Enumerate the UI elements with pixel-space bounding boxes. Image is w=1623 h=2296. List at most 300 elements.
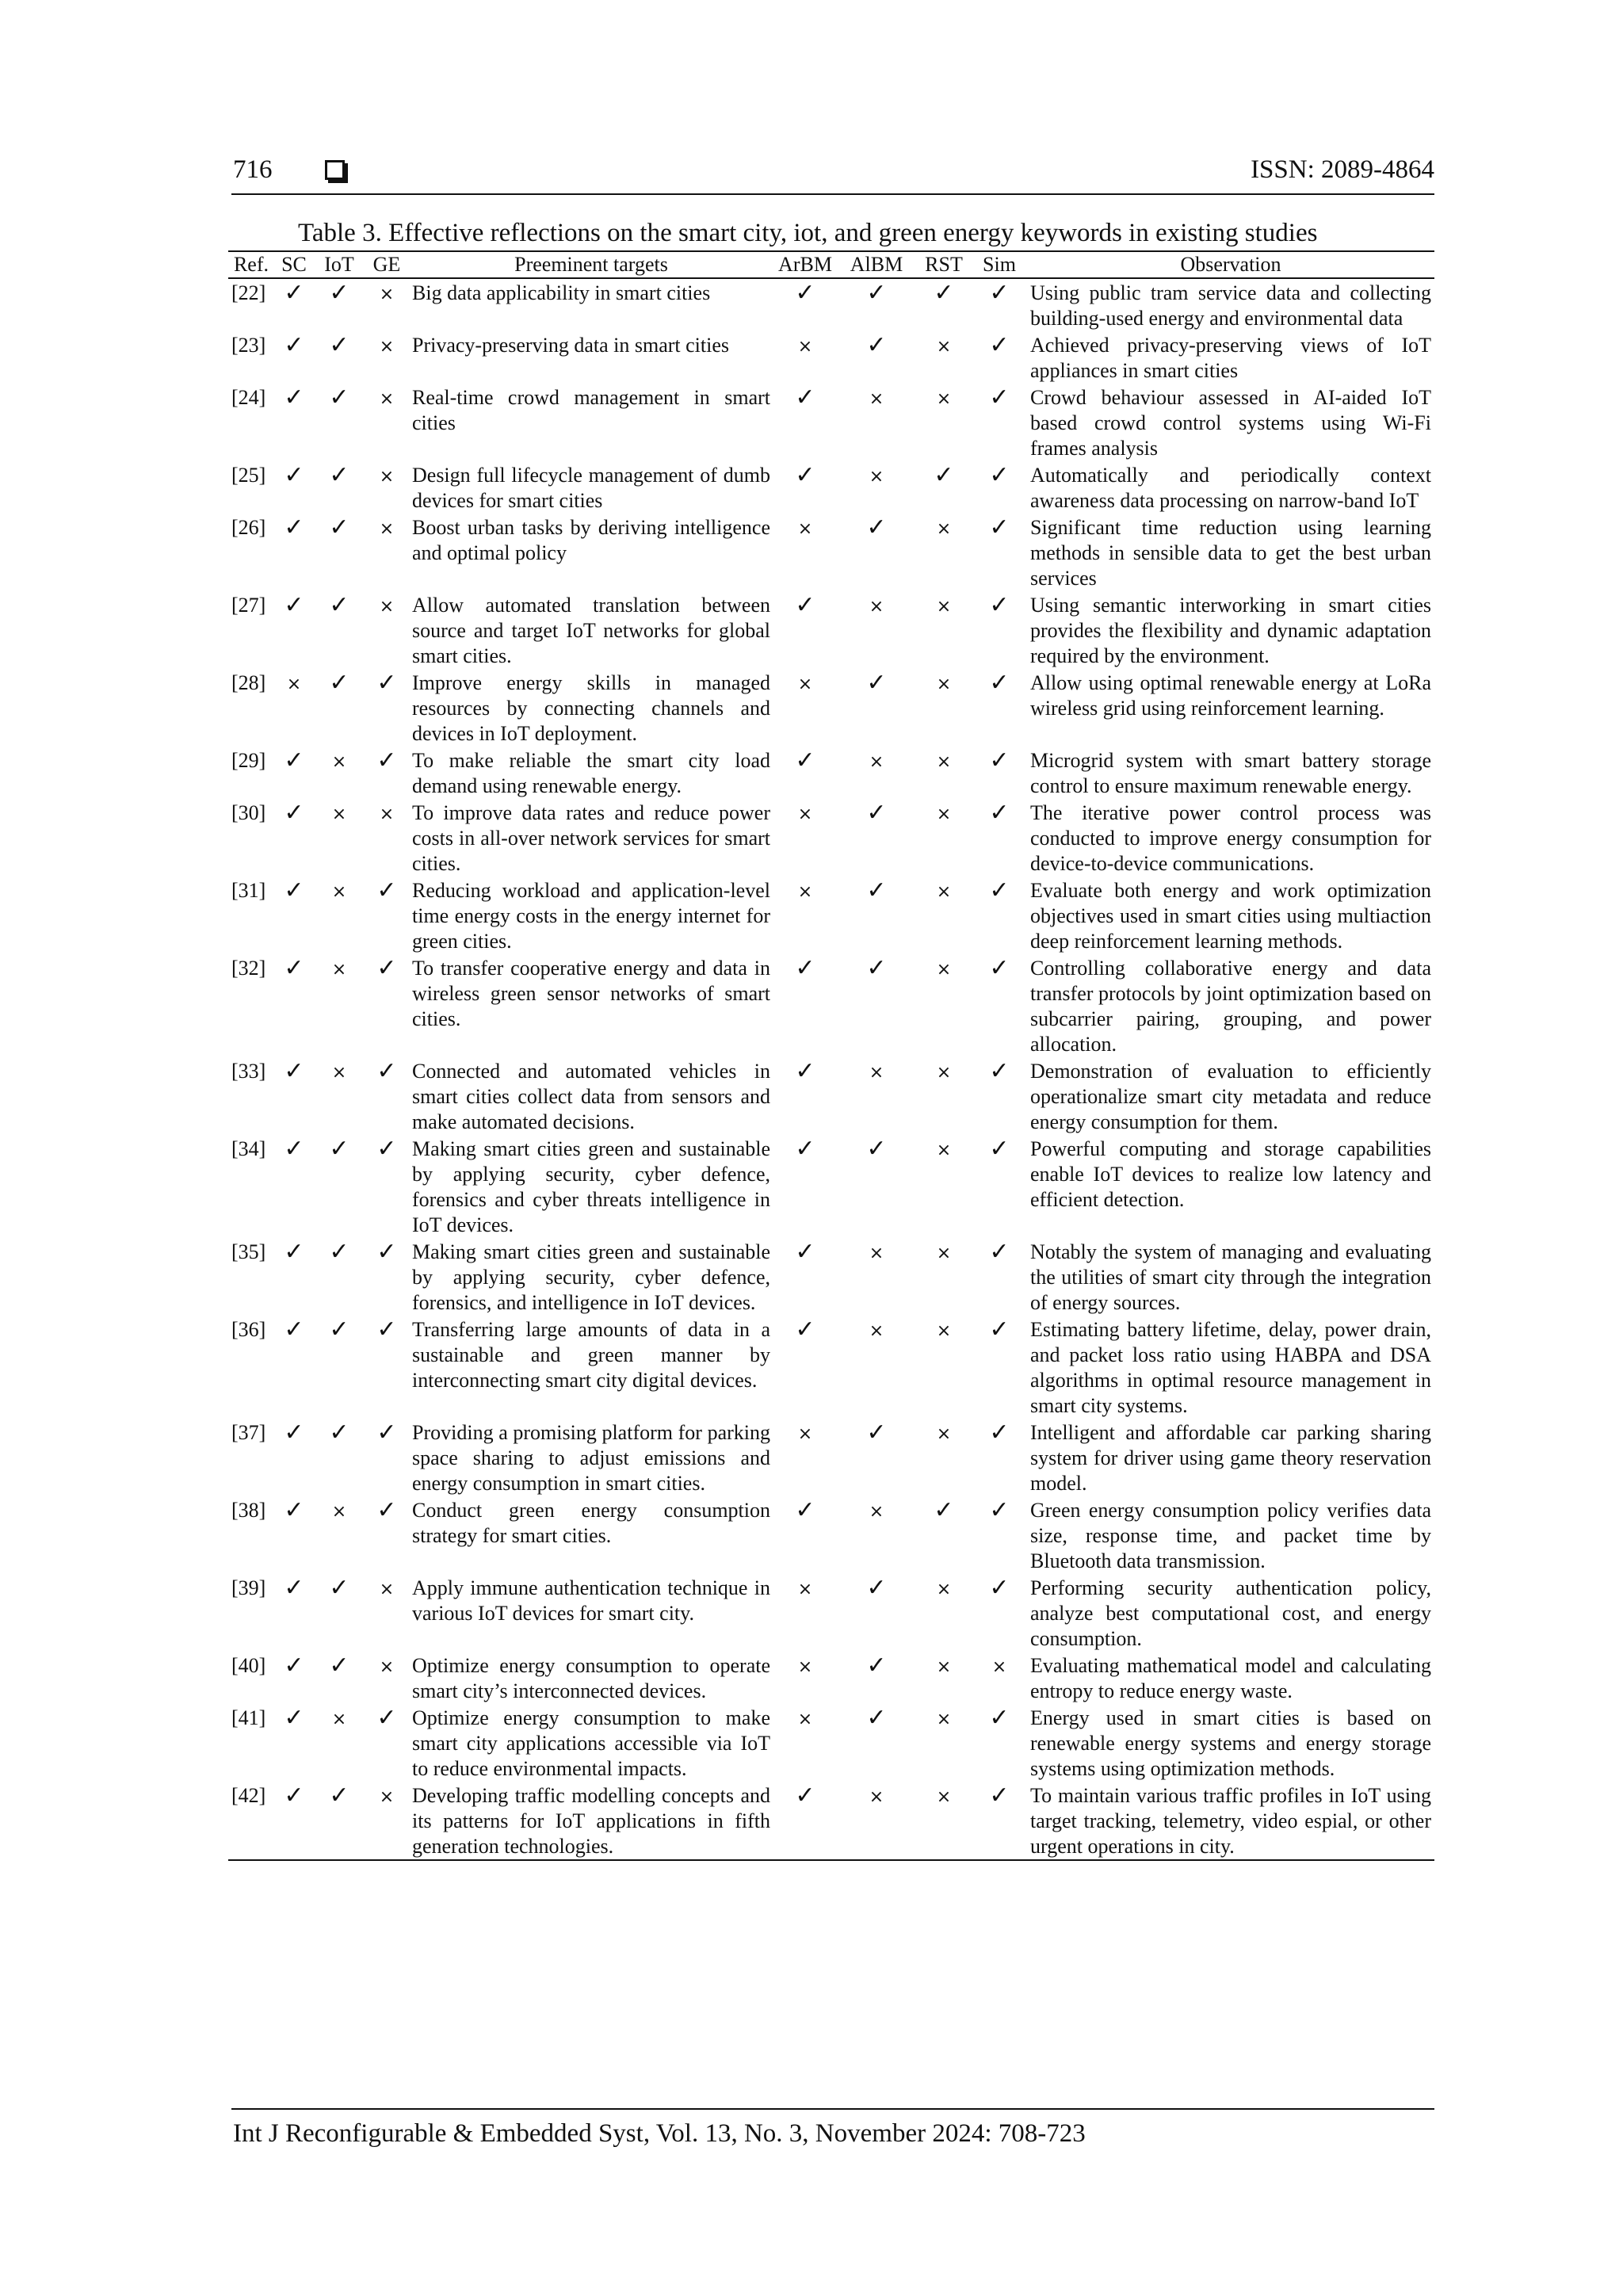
col-header-ge: GE: [365, 251, 409, 278]
check-mark-icon: ✓: [329, 1135, 349, 1163]
rst-mark-cell: [916, 1057, 972, 1135]
ref-cell: [35]: [231, 1240, 266, 1263]
cross-mark-icon: ×: [869, 1321, 884, 1341]
table-row: [228, 669, 1434, 747]
ge-mark-cell: [365, 877, 409, 954]
target-cell: To improve data rates and reduce power costs in all-over network services for smart cities.: [412, 801, 770, 875]
iot-mark-cell: [314, 669, 365, 747]
sim-mark-cell: [972, 1574, 1027, 1652]
sc-mark-cell: [274, 1704, 314, 1782]
albm-mark-cell: [837, 278, 916, 331]
sc-mark-cell: [274, 278, 314, 331]
cross-mark-icon: ×: [331, 882, 347, 902]
check-mark-icon: ✓: [329, 1238, 349, 1266]
check-mark-icon: ✓: [284, 514, 304, 541]
iot-mark-cell: [314, 1135, 365, 1238]
check-mark-icon: ✓: [989, 384, 1010, 411]
rst-mark-cell: [916, 877, 972, 954]
check-mark-icon: ✓: [329, 1419, 349, 1446]
check-mark-icon: ✓: [989, 1782, 1010, 1809]
albm-mark-cell: [837, 877, 916, 954]
cross-mark-icon: ×: [869, 1063, 884, 1083]
cross-mark-icon: ×: [936, 1321, 952, 1341]
cross-mark-icon: ×: [936, 337, 952, 357]
iot-mark-cell: [314, 1057, 365, 1135]
observation-cell: Controlling collaborative energy and data transfer protocols by joint optimization based on subcarrier pairing, grouping, and power allocation.: [1030, 957, 1431, 1056]
table-row: [228, 331, 1434, 384]
observation-cell: Significant time reduction using learning methods in sensible data to get the best urban services: [1030, 516, 1431, 590]
table-row: [228, 1135, 1434, 1238]
cross-mark-icon: ×: [797, 674, 813, 694]
rst-mark-cell: [916, 591, 972, 669]
ref-cell: [29]: [231, 749, 266, 772]
iot-mark-cell: [314, 1782, 365, 1860]
ref-cell: [34]: [231, 1137, 266, 1160]
arbm-mark-cell: [773, 461, 837, 514]
albm-mark-cell: [837, 1316, 916, 1419]
cross-mark-icon: ×: [936, 1787, 952, 1807]
cross-mark-icon: ×: [797, 1657, 813, 1677]
albm-mark-cell: [837, 1652, 916, 1704]
col-header-iot: IoT: [314, 251, 365, 278]
cross-mark-icon: ×: [379, 285, 395, 304]
check-mark-icon: ✓: [329, 1652, 349, 1679]
check-mark-icon: ✓: [866, 1574, 887, 1602]
rst-mark-cell: [916, 1782, 972, 1860]
iot-mark-cell: [314, 799, 365, 877]
target-cell: Making smart cities green and sustainable by applying security, cyber defence, forensics and cyber threats intelligence in IoT devices.: [412, 1137, 770, 1236]
ge-mark-cell: [365, 1057, 409, 1135]
ge-mark-cell: [365, 384, 409, 461]
iot-mark-cell: [314, 514, 365, 591]
observation-cell: To maintain various traffic profiles in IoT using target tracking, telemetry, video espial, or other urgent operations in city.: [1027, 1782, 1434, 1860]
check-mark-icon: ✓: [284, 1238, 304, 1266]
albm-mark-cell: [837, 331, 916, 384]
iot-mark-cell: [314, 1574, 365, 1652]
ref-cell: [32]: [231, 957, 266, 980]
ge-mark-cell: [365, 1238, 409, 1316]
cross-mark-icon: ×: [379, 1787, 395, 1807]
observation-cell: Notably the system of managing and evaluating the utilities of smart city through the integration of energy sources.: [1030, 1240, 1431, 1314]
check-mark-icon: ✓: [989, 669, 1010, 697]
cross-mark-icon: ×: [936, 1140, 952, 1160]
ge-mark-cell: [365, 1496, 409, 1574]
cross-mark-icon: ×: [797, 804, 813, 824]
observation-cell: Energy used in smart cities is based on renewable energy systems and energy storage systems using optimization methods.: [1030, 1706, 1431, 1780]
cross-mark-icon: ×: [936, 1424, 952, 1444]
sc-mark-cell: [274, 1574, 314, 1652]
cross-mark-icon: ×: [797, 337, 813, 357]
check-mark-icon: ✓: [866, 954, 887, 982]
cross-mark-icon: ×: [936, 674, 952, 694]
col-header-ref: Ref.: [228, 251, 274, 278]
ref-cell: [42]: [228, 1782, 274, 1860]
rst-mark-cell: [916, 514, 972, 591]
iot-mark-cell: [314, 591, 365, 669]
cross-mark-icon: ×: [379, 1657, 395, 1677]
arbm-mark-cell: [773, 1316, 837, 1419]
cross-mark-icon: ×: [797, 882, 813, 902]
ref-cell: [40]: [231, 1654, 266, 1677]
check-mark-icon: ✓: [284, 461, 304, 489]
target-cell: Connected and automated vehicles in smart cities collect data from sensors and make automated decisions.: [412, 1060, 770, 1133]
cross-mark-icon: ×: [936, 519, 952, 539]
check-mark-icon: ✓: [376, 1316, 397, 1343]
ge-mark-cell: [365, 591, 409, 669]
iot-mark-cell: [314, 1238, 365, 1316]
ge-mark-cell: [365, 514, 409, 591]
cross-mark-icon: ×: [936, 804, 952, 824]
check-mark-icon: ✓: [866, 279, 887, 307]
arbm-mark-cell: [773, 278, 837, 331]
check-mark-icon: ✓: [376, 1496, 397, 1524]
cross-mark-icon: ×: [991, 1657, 1007, 1677]
ge-mark-cell: [365, 331, 409, 384]
footer-citation: Int J Reconfigurable & Embedded Syst, Vol. 13, No. 3, November 2024: 708-723: [233, 2119, 1086, 2148]
check-mark-icon: ✓: [866, 1419, 887, 1446]
ge-mark-cell: [365, 954, 409, 1057]
issn-label: ISSN: 2089-4864: [1251, 155, 1434, 184]
sim-mark-cell: [972, 877, 1027, 954]
ge-mark-cell: [365, 1419, 409, 1496]
check-mark-icon: ✓: [989, 799, 1010, 827]
check-mark-icon: ✓: [284, 954, 304, 982]
target-cell: Optimize energy consumption to make smart city applications accessible via IoT to reduce environmental impacts.: [412, 1706, 770, 1780]
target-cell: Big data applicability in smart cities: [412, 281, 711, 304]
sc-mark-cell: [274, 384, 314, 461]
check-mark-icon: ✓: [989, 1496, 1010, 1524]
iot-mark-cell: [314, 1496, 365, 1574]
table-caption: Table 3. Effective reflections on the smart city, iot, and green energy keywords in existing studies: [298, 219, 1318, 247]
target-cell: Boost urban tasks by deriving intelligence and optimal policy: [412, 516, 770, 564]
iot-mark-cell: [314, 461, 365, 514]
albm-mark-cell: [837, 1782, 916, 1860]
ge-mark-cell: [365, 799, 409, 877]
col-header-sim: Sim: [972, 251, 1027, 278]
check-mark-icon: ✓: [795, 747, 815, 774]
check-mark-icon: ✓: [329, 384, 349, 411]
arbm-mark-cell: [773, 747, 837, 799]
iot-mark-cell: [314, 278, 365, 331]
cross-mark-icon: ×: [936, 1244, 952, 1263]
studies-table: [228, 250, 1434, 1861]
cross-mark-icon: ×: [869, 752, 884, 772]
rst-mark-cell: [916, 331, 972, 384]
cross-mark-icon: ×: [869, 1787, 884, 1807]
albm-mark-cell: [837, 954, 916, 1057]
sc-mark-cell: [274, 1496, 314, 1574]
iot-mark-cell: [314, 1316, 365, 1419]
col-header-arbm: ArBM: [773, 251, 837, 278]
iot-mark-cell: [314, 877, 365, 954]
check-mark-icon: ✓: [376, 669, 397, 697]
ref-cell: [41]: [231, 1706, 266, 1729]
check-mark-icon: ✓: [989, 954, 1010, 982]
check-mark-icon: ✓: [795, 384, 815, 411]
cross-mark-icon: ×: [331, 1502, 347, 1522]
observation-cell: Crowd behaviour assessed in AI-aided IoT based crowd control systems using Wi-Fi frames analysis: [1030, 386, 1431, 460]
cross-mark-icon: ×: [936, 1710, 952, 1729]
arbm-mark-cell: [773, 954, 837, 1057]
check-mark-icon: ✓: [284, 1419, 304, 1446]
ref-cell: [25]: [231, 464, 266, 487]
sim-mark-cell: [972, 278, 1027, 331]
iot-mark-cell: [314, 1652, 365, 1704]
target-cell: To make reliable the smart city load demand using renewable energy.: [412, 749, 770, 797]
arbm-mark-cell: [773, 1419, 837, 1496]
observation-cell: Estimating battery lifetime, delay, power drain, and packet loss ratio using HABPA and DSA algorithms in optimal resource management in smart city systems.: [1030, 1318, 1431, 1417]
ref-cell: [22]: [231, 281, 266, 304]
iot-mark-cell: [314, 1704, 365, 1782]
arbm-mark-cell: [773, 669, 837, 747]
ref-cell: [33]: [231, 1060, 266, 1083]
sc-mark-cell: [274, 1057, 314, 1135]
target-cell: Design full lifecycle management of dumb devices for smart cities: [412, 464, 770, 512]
observation-cell: Using public tram service data and collecting building-used energy and environmental data: [1030, 281, 1431, 330]
cross-mark-icon: ×: [797, 1710, 813, 1729]
page-header: [231, 155, 1434, 195]
sim-mark-cell: [972, 591, 1027, 669]
table-row: [228, 514, 1434, 591]
rst-mark-cell: [916, 669, 972, 747]
observation-cell: Evaluate both energy and work optimization objectives used in smart cities using multiaction deep reinforcement learning methods.: [1030, 879, 1431, 953]
rst-mark-cell: [916, 384, 972, 461]
check-mark-icon: ✓: [376, 1238, 397, 1266]
albm-mark-cell: [837, 747, 916, 799]
sc-mark-cell: [274, 1782, 314, 1860]
cross-mark-icon: ×: [286, 674, 302, 694]
target-cell: Making smart cities green and sustainable by applying security, cyber defence, forensics, and intelligence in IoT devices.: [412, 1240, 770, 1314]
table-row: [228, 954, 1434, 1057]
table-row: [228, 461, 1434, 514]
check-mark-icon: ✓: [329, 1316, 349, 1343]
cross-mark-icon: ×: [936, 882, 952, 902]
check-mark-icon: ✓: [329, 1782, 349, 1809]
check-mark-icon: ✓: [284, 747, 304, 774]
arbm-mark-cell: [773, 1704, 837, 1782]
cross-mark-icon: ×: [331, 752, 347, 772]
table-header-row: [228, 251, 1434, 278]
sim-mark-cell: [972, 331, 1027, 384]
cross-mark-icon: ×: [331, 1063, 347, 1083]
sim-mark-cell: [972, 799, 1027, 877]
rst-mark-cell: [916, 1496, 972, 1574]
sc-mark-cell: [274, 1419, 314, 1496]
target-cell: Improve energy skills in managed resources by connecting channels and devices in IoT deployment.: [412, 671, 770, 745]
check-mark-icon: ✓: [329, 591, 349, 619]
iot-mark-cell: [314, 954, 365, 1057]
rst-mark-cell: [916, 1652, 972, 1704]
observation-cell: Demonstration of evaluation to efficiently operationalize smart city metadata and reduce energy consumption for them.: [1030, 1060, 1431, 1133]
check-mark-icon: ✓: [795, 1238, 815, 1266]
check-mark-icon: ✓: [934, 461, 954, 489]
check-mark-icon: ✓: [866, 514, 887, 541]
check-mark-icon: ✓: [989, 514, 1010, 541]
check-mark-icon: ✓: [989, 461, 1010, 489]
check-mark-icon: ✓: [795, 461, 815, 489]
check-mark-icon: ✓: [376, 1419, 397, 1446]
sim-mark-cell: [972, 669, 1027, 747]
sim-mark-cell: [972, 747, 1027, 799]
col-header-rst: RST: [916, 251, 972, 278]
check-mark-icon: ✓: [284, 877, 304, 904]
check-mark-icon: ✓: [866, 799, 887, 827]
rst-mark-cell: [916, 278, 972, 331]
sim-mark-cell: [972, 1057, 1027, 1135]
rst-mark-cell: [916, 799, 972, 877]
col-header-targets: Preeminent targets: [409, 251, 773, 278]
cross-mark-icon: ×: [869, 597, 884, 617]
table-row: [228, 591, 1434, 669]
observation-cell: Green energy consumption policy verifies data size, response time, and packet time by Bluetooth data transmission.: [1030, 1499, 1431, 1572]
ref-cell: [26]: [231, 516, 266, 539]
check-mark-icon: ✓: [989, 1057, 1010, 1085]
sim-mark-cell: [972, 1652, 1027, 1704]
cross-mark-icon: ×: [936, 389, 952, 409]
check-mark-icon: ✓: [989, 747, 1010, 774]
sc-mark-cell: [274, 461, 314, 514]
table-row: [228, 278, 1434, 331]
iot-mark-cell: [314, 384, 365, 461]
target-cell: Reducing workload and application-level time energy costs in the energy internet for green cities.: [412, 879, 770, 953]
sim-mark-cell: [972, 1496, 1027, 1574]
check-mark-icon: ✓: [989, 1238, 1010, 1266]
arbm-mark-cell: [773, 1782, 837, 1860]
cross-mark-icon: ×: [379, 1580, 395, 1599]
sc-mark-cell: [274, 1135, 314, 1238]
check-mark-icon: ✓: [795, 1135, 815, 1163]
sim-mark-cell: [972, 514, 1027, 591]
ref-cell: [30]: [231, 801, 266, 824]
check-mark-icon: ✓: [989, 1135, 1010, 1163]
check-mark-icon: ✓: [795, 954, 815, 982]
table-row: [228, 747, 1434, 799]
target-cell: Providing a promising platform for parking space sharing to adjust emissions and energy consumption in smart cities.: [412, 1421, 770, 1495]
check-mark-icon: ✓: [989, 1419, 1010, 1446]
cross-mark-icon: ×: [936, 597, 952, 617]
check-mark-icon: ✓: [284, 1652, 304, 1679]
rst-mark-cell: [916, 1135, 972, 1238]
target-cell: Developing traffic modelling concepts and its patterns for IoT applications in fifth generation technologies.: [409, 1782, 773, 1860]
check-mark-icon: ✓: [284, 1057, 304, 1085]
ref-cell: [24]: [231, 386, 266, 409]
albm-mark-cell: [837, 669, 916, 747]
check-mark-icon: ✓: [329, 461, 349, 489]
cross-mark-icon: ×: [331, 804, 347, 824]
check-mark-icon: ✓: [934, 279, 954, 307]
iot-mark-cell: [314, 747, 365, 799]
cross-mark-icon: ×: [379, 337, 395, 357]
albm-mark-cell: [837, 1135, 916, 1238]
sc-mark-cell: [274, 1652, 314, 1704]
arbm-mark-cell: [773, 1238, 837, 1316]
sim-mark-cell: [972, 1704, 1027, 1782]
cross-mark-icon: ×: [869, 1244, 884, 1263]
check-mark-icon: ✓: [329, 669, 349, 697]
target-cell: Allow automated translation between source and target IoT networks for global smart cities.: [412, 594, 770, 667]
check-mark-icon: ✓: [989, 1574, 1010, 1602]
arbm-mark-cell: [773, 591, 837, 669]
table-row: [228, 1782, 1434, 1860]
cross-mark-icon: ×: [936, 960, 952, 980]
cross-mark-icon: ×: [379, 467, 395, 487]
ref-cell: [31]: [231, 879, 266, 902]
ge-mark-cell: [365, 1316, 409, 1419]
albm-mark-cell: [837, 384, 916, 461]
ref-cell: [39]: [231, 1576, 266, 1599]
check-mark-icon: ✓: [795, 1496, 815, 1524]
cross-mark-icon: ×: [797, 1424, 813, 1444]
sc-mark-cell: [274, 1316, 314, 1419]
target-cell: Privacy-preserving data in smart cities: [412, 334, 729, 357]
cross-mark-icon: ×: [869, 467, 884, 487]
check-mark-icon: ✓: [376, 1057, 397, 1085]
check-mark-icon: ✓: [284, 1496, 304, 1524]
target-cell: Apply immune authentication technique in various IoT devices for smart city.: [412, 1576, 770, 1625]
albm-mark-cell: [837, 1419, 916, 1496]
check-mark-icon: ✓: [329, 331, 349, 359]
page-number: 716: [233, 155, 273, 184]
arbm-mark-cell: [773, 331, 837, 384]
observation-cell: Microgrid system with smart battery storage control to ensure maximum renewable energy.: [1030, 749, 1431, 797]
albm-mark-cell: [837, 799, 916, 877]
rst-mark-cell: [916, 1704, 972, 1782]
check-mark-icon: ✓: [989, 1316, 1010, 1343]
target-cell: Real-time crowd management in smart cities: [412, 386, 770, 434]
table-row: [228, 799, 1434, 877]
check-mark-icon: ✓: [795, 279, 815, 307]
cross-mark-icon: ×: [797, 1580, 813, 1599]
rst-mark-cell: [916, 747, 972, 799]
check-mark-icon: ✓: [376, 1704, 397, 1732]
check-mark-icon: ✓: [329, 279, 349, 307]
albm-mark-cell: [837, 1704, 916, 1782]
observation-cell: Automatically and periodically context awareness data processing on narrow-band IoT: [1030, 464, 1431, 512]
cross-mark-icon: ×: [936, 1580, 952, 1599]
check-mark-icon: ✓: [795, 1782, 815, 1809]
table-row: [228, 1704, 1434, 1782]
rst-mark-cell: [916, 461, 972, 514]
sc-mark-cell: [274, 514, 314, 591]
check-mark-icon: ✓: [866, 877, 887, 904]
table-row: [228, 1652, 1434, 1704]
observation-cell: Powerful computing and storage capabilities enable IoT devices to realize low latency and efficient detection.: [1030, 1137, 1431, 1211]
sc-mark-cell: [274, 669, 314, 747]
arbm-mark-cell: [773, 514, 837, 591]
table-row: [228, 1419, 1434, 1496]
check-mark-icon: ✓: [284, 1135, 304, 1163]
square-bullet-icon: [325, 160, 345, 180]
cross-mark-icon: ×: [869, 1502, 884, 1522]
target-cell: To transfer cooperative energy and data in wireless green sensor networks of smart cities.: [412, 957, 770, 1030]
check-mark-icon: ✓: [866, 1652, 887, 1679]
check-mark-icon: ✓: [989, 1704, 1010, 1732]
ref-cell: [37]: [231, 1421, 266, 1444]
observation-cell: Allow using optimal renewable energy at LoRa wireless grid using reinforcement learning.: [1030, 671, 1431, 720]
arbm-mark-cell: [773, 384, 837, 461]
check-mark-icon: ✓: [284, 1704, 304, 1732]
cross-mark-icon: ×: [936, 1657, 952, 1677]
albm-mark-cell: [837, 1238, 916, 1316]
cross-mark-icon: ×: [331, 1710, 347, 1729]
rst-mark-cell: [916, 1419, 972, 1496]
albm-mark-cell: [837, 1057, 916, 1135]
albm-mark-cell: [837, 1574, 916, 1652]
check-mark-icon: ✓: [989, 331, 1010, 359]
observation-cell: Intelligent and affordable car parking sharing system for driver using game theory reservation model.: [1030, 1421, 1431, 1495]
cross-mark-icon: ×: [936, 752, 952, 772]
ge-mark-cell: [365, 1652, 409, 1704]
